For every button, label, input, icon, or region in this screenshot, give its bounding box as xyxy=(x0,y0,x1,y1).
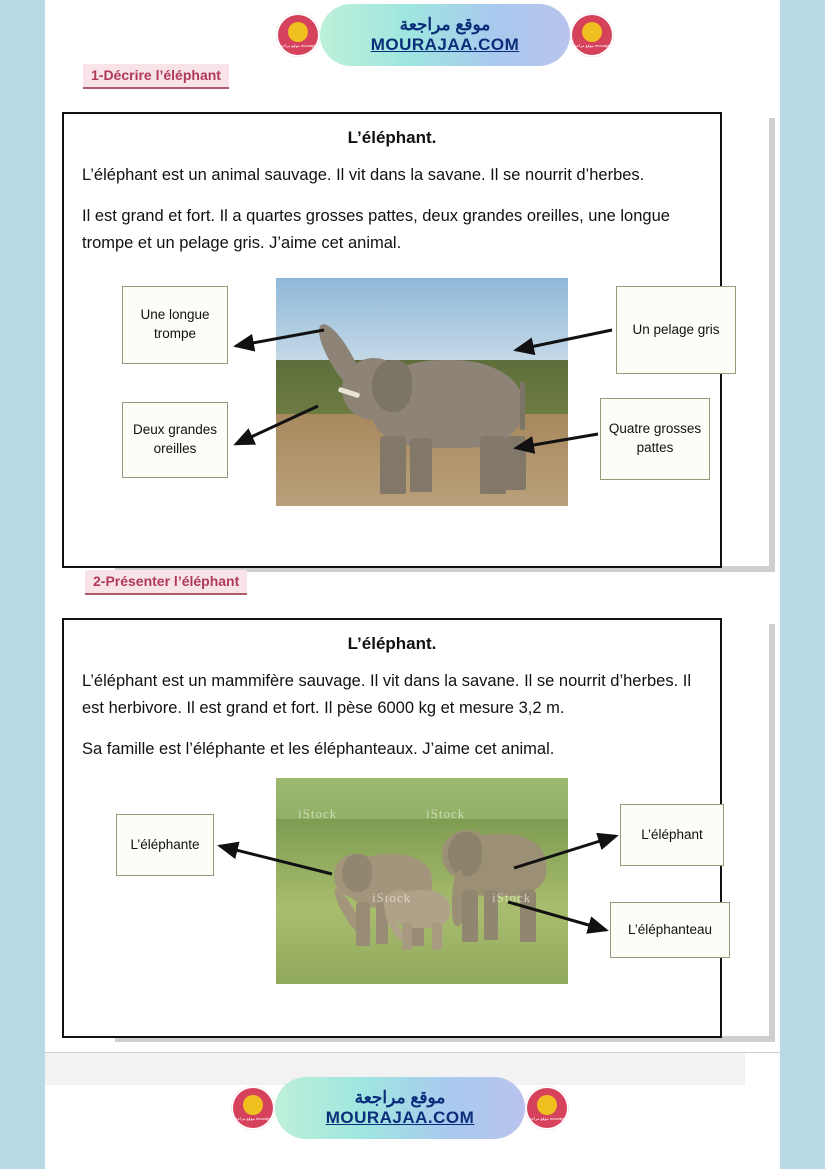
card-1-shadow-right xyxy=(769,118,775,572)
bottom-watermark-banner xyxy=(230,1078,570,1138)
label-male: L’éléphant xyxy=(620,804,724,866)
section-title-2: 2-Présenter l’éléphant xyxy=(85,570,247,595)
label-calf: L’éléphanteau xyxy=(610,902,730,958)
logo-caption: موقع مراجعة mourajaa xyxy=(278,42,318,48)
photo-watermark-1: iStock xyxy=(298,805,338,821)
card-2-paragraph-1: L’éléphant est un mammifère sauvage. Il vit dans la savane. Il se nourrit d’herbes. Il est herbivore. Il est grand et fort. Il pèse 6000 kg et mesure 3,2 m. xyxy=(82,672,691,718)
banner-arabic-text: موقع مراجعة xyxy=(354,1088,446,1108)
arrow-to-legs xyxy=(516,434,598,448)
lesson-card-1 xyxy=(62,112,722,568)
lesson-card-2 xyxy=(62,618,722,1038)
card-1-figure xyxy=(64,268,720,518)
card-1-title: L’éléphant. xyxy=(347,128,437,147)
mourajaa-logo-icon-left-bottom xyxy=(231,1086,275,1130)
logo-dot xyxy=(243,1095,263,1115)
card-2-paragraph-2: Sa famille est l’éléphante et les éléphanteaux. J’aime cet animal. xyxy=(82,740,555,759)
banner-site-url: MOURAJAA.COM xyxy=(325,1108,475,1127)
section-title-1: 1-Décrire l’éléphant xyxy=(83,64,229,89)
banner-pill-bottom xyxy=(275,1077,525,1139)
logo-dot xyxy=(537,1095,557,1115)
arrow-to-calf xyxy=(508,902,606,930)
logo-dot xyxy=(288,22,308,42)
photo-watermark-4: iStock xyxy=(492,889,532,905)
mourajaa-logo-icon-left xyxy=(276,13,320,57)
banner-pill-top xyxy=(320,4,570,66)
mourajaa-logo-icon-right xyxy=(570,13,614,57)
arrow-to-female xyxy=(220,846,332,874)
logo-caption: موقع مراجعة mourajaa xyxy=(572,42,612,48)
photo-watermark-2: iStock xyxy=(426,805,466,821)
mourajaa-logo-icon-right-bottom xyxy=(525,1086,569,1130)
logo-caption: موقع مراجعة mourajaa xyxy=(233,1115,273,1121)
arrow-to-skin xyxy=(516,330,612,350)
card-2-title: L’éléphant. xyxy=(347,634,437,653)
label-skin: Un pelage gris xyxy=(616,286,736,374)
banner-arabic-text: موقع مراجعة xyxy=(399,15,491,35)
label-ears: Deux grandes oreilles xyxy=(122,402,228,478)
card-1-paragraph-2: Il est grand et fort. Il a quartes grosses pattes, deux grandes oreilles, une longue trompe et un pelage gris. J’aime cet animal. xyxy=(82,207,670,253)
label-trunk: Une longue trompe xyxy=(122,286,228,364)
document-page xyxy=(45,0,780,1169)
arrow-to-ears xyxy=(236,406,318,444)
photo-watermark-3: iStock xyxy=(372,889,412,905)
card-1-paragraph-1: L’éléphant est un animal sauvage. Il vit dans la savane. Il se nourrit d’herbes. xyxy=(82,166,645,184)
card-2-shadow-right xyxy=(769,624,775,1042)
figure-1-arrows xyxy=(64,268,724,518)
figure-2-arrows xyxy=(64,778,724,994)
top-watermark-banner xyxy=(275,5,615,65)
arrow-to-male xyxy=(514,836,616,868)
label-legs: Quatre grosses pattes xyxy=(600,398,710,480)
card-2-figure xyxy=(64,778,720,994)
arrow-to-trunk xyxy=(236,330,324,346)
banner-site-url: MOURAJAA.COM xyxy=(370,35,520,54)
logo-dot xyxy=(582,22,602,42)
logo-caption: موقع مراجعة mourajaa xyxy=(527,1115,567,1121)
label-female: L’éléphante xyxy=(116,814,214,876)
